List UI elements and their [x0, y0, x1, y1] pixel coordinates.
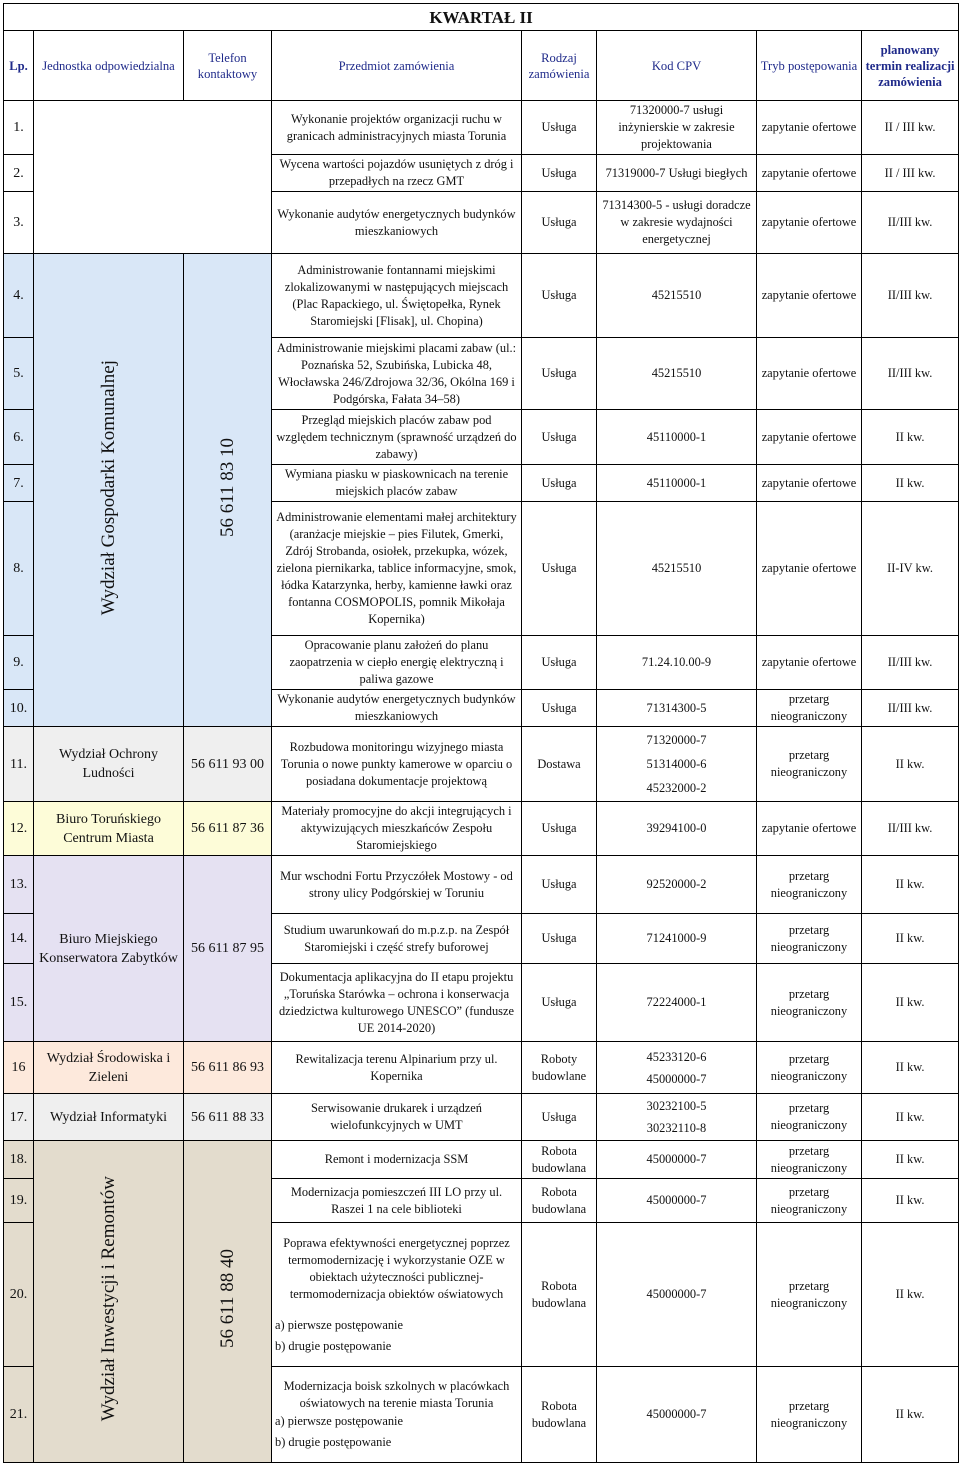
phone-cell-wsz: 56 611 86 93 — [184, 1042, 272, 1094]
row-cpv — [597, 727, 757, 802]
row-subject: Materiały promocyjne do akcji integrujących i aktywizujących mieszkańców Zespołu Staromiejskiego — [272, 802, 522, 856]
row-lp: 7. — [4, 465, 34, 502]
unit-label-wir: Wydział Inwestycji i Remontów — [98, 1176, 119, 1422]
quarter-title: KWARTAŁ II — [4, 4, 959, 31]
row-lp: 19. — [4, 1179, 34, 1223]
header-phone: Telefon kontaktowy — [184, 31, 272, 101]
row-mode: zapytanie ofertowe — [757, 636, 862, 690]
row-type: Usługa — [522, 410, 597, 465]
procurement-plan — [3, 3, 958, 1458]
row-mode: przetarg nieograniczony — [757, 1223, 862, 1367]
row-subject-main: Poprawa efektywności energetycznej poprzez termomodernizację i wykorzystanie OZE w obiektach użyteczności publicznej-termomodernizacja obiektów oświatowych — [283, 1235, 510, 1301]
row-mode: przetarg nieograniczony — [757, 1367, 862, 1463]
table-row — [4, 727, 959, 802]
unit-cell-wi: Wydział Informatyki — [34, 1094, 184, 1141]
row-mode: przetarg nieograniczony — [757, 1141, 862, 1179]
row-cpv: 71241000-9 — [597, 914, 757, 964]
row-type: Usługa — [522, 1094, 597, 1141]
row-term: II kw. — [862, 727, 959, 802]
unit-cell-empty — [34, 101, 272, 254]
row-lp: 1. — [4, 101, 34, 155]
row-subject-sub: a) pierwsze postępowanie — [275, 1317, 403, 1332]
row-mode: przetarg nieograniczony — [757, 727, 862, 802]
row-lp: 5. — [4, 338, 34, 410]
row-lp: 12. — [4, 802, 34, 856]
header-term: planowany termin realizacji zamówienia — [862, 31, 959, 101]
table-row — [4, 1042, 959, 1094]
row-subject: Opracowanie planu założeń do planu zaopatrzenia w ciepło energię elektryczną i paliwa gazowe — [272, 636, 522, 690]
row-type: Usługa — [522, 914, 597, 964]
cpv-code: 30232100-5 — [646, 1099, 707, 1113]
unit-cell-wir — [34, 1141, 184, 1463]
row-type: Usługa — [522, 502, 597, 636]
row-term: II/III kw. — [862, 802, 959, 856]
row-subject: Administrowanie fontannami miejskimi zlokalizowanymi w następujących miejscach (Plac Rapackiego, ul. Świętopełka, Rynek Staromiejski [Flisak], ul. Chopina) — [272, 254, 522, 338]
row-term: II kw. — [862, 410, 959, 465]
row-type: Usługa — [522, 964, 597, 1042]
row-type: Robota budowlana — [522, 1179, 597, 1223]
unit-cell-wsz: Wydział Środowiska i Zieleni — [34, 1042, 184, 1094]
row-subject: Rozbudowa monitoringu wizyjnego miasta Torunia o nowe punkty kamerowe w oparciu o posiadana dokumentacje projektową — [272, 727, 522, 802]
row-type: Roboty budowlane — [522, 1042, 597, 1094]
row-cpv: 71319000-7 Usługi biegłych — [597, 155, 757, 192]
cpv-code: 45233120-6 — [646, 1049, 707, 1064]
table-row — [4, 802, 959, 856]
row-lp: 3. — [4, 192, 34, 254]
header-cpv: Kod CPV — [597, 31, 757, 101]
header-subject: Przedmiot zamówienia — [272, 31, 522, 101]
row-cpv: 72224000-1 — [597, 964, 757, 1042]
unit-cell-btcm: Biuro Toruńskiego Centrum Miasta — [34, 802, 184, 856]
row-cpv: 45215510 — [597, 254, 757, 338]
row-subject: Studium uwarunkowań do m.p.z.p. na Zespół Staromiejski i część strefy buforowej — [272, 914, 522, 964]
row-cpv — [597, 1042, 757, 1094]
row-mode: przetarg nieograniczony — [757, 856, 862, 914]
row-cpv: 71314300-5 - usługi doradcze w zakresie wydajności energetycznej — [597, 192, 757, 254]
row-lp: 6. — [4, 410, 34, 465]
header-mode: Tryb postępowania — [757, 31, 862, 101]
row-subject-main: Modernizacja boisk szkolnych w placówkach oświatowych na terenie miasta Torunia — [283, 1379, 510, 1410]
row-term: II kw. — [862, 1179, 959, 1223]
phone-cell-bmkz: 56 611 87 95 — [184, 856, 272, 1042]
row-subject: Modernizacja pomieszczeń III LO przy ul. Raszei 1 na cele biblioteki — [272, 1179, 522, 1223]
table-row — [4, 254, 959, 338]
table-row — [4, 856, 959, 914]
row-term: II/III kw. — [862, 690, 959, 727]
row-lp: 13. — [4, 856, 34, 914]
row-mode: zapytanie ofertowe — [757, 802, 862, 856]
row-type: Dostawa — [522, 727, 597, 802]
row-term: II / III kw. — [862, 101, 959, 155]
row-term: II/III kw. — [862, 636, 959, 690]
cpv-code: 71320000-7 — [646, 733, 707, 747]
row-mode: zapytanie ofertowe — [757, 338, 862, 410]
row-mode: przetarg nieograniczony — [757, 1042, 862, 1094]
row-cpv: 92520000-2 — [597, 856, 757, 914]
row-cpv: 45215510 — [597, 338, 757, 410]
phone-cell-wi: 56 611 88 33 — [184, 1094, 272, 1141]
row-mode: zapytanie ofertowe — [757, 410, 862, 465]
row-lp: 16 — [4, 1042, 34, 1094]
row-lp: 2. — [4, 155, 34, 192]
unit-cell-wgk — [34, 254, 184, 727]
row-cpv: 45000000-7 — [597, 1367, 757, 1463]
row-mode: przetarg nieograniczony — [757, 964, 862, 1042]
row-subject: Mur wschodni Fortu Przyczółek Mostowy - od strony ulicy Podgórskiej w Toruniu — [272, 856, 522, 914]
phone-cell-wol: 56 611 93 00 — [184, 727, 272, 802]
table-row — [4, 1141, 959, 1179]
row-subject: Administrowanie elementami małej architektury (aranżacje miejskie – pies Filutek, Gmerki, Zdrój Strobanda, osiołek, przekupka, wózek, zielona piernikarka, tablice informacyjne, smok, łódka Katarzynka, herby, kamienne ławki oraz fontanna COSMOPOLIS, pomnik Mikołaja Kopernika) — [272, 502, 522, 636]
row-term: II-IV kw. — [862, 502, 959, 636]
row-cpv: 39294100-0 — [597, 802, 757, 856]
row-cpv: 71320000-7 usługi inżynierskie w zakresie projektowania — [597, 101, 757, 155]
row-term: II / III kw. — [862, 155, 959, 192]
row-cpv: 45000000-7 — [597, 1223, 757, 1367]
unit-cell-bmkz: Biuro Miejskiego Konserwatora Zabytków — [34, 856, 184, 1042]
table-row — [4, 101, 959, 155]
row-lp: 11. — [4, 727, 34, 802]
row-lp: 20. — [4, 1223, 34, 1367]
phone-cell-wgk — [184, 254, 272, 727]
row-subject: Wykonanie audytów energetycznych budynków mieszkaniowych — [272, 690, 522, 727]
row-lp: 14. — [4, 914, 34, 964]
row-lp: 8. — [4, 502, 34, 636]
row-mode: zapytanie ofertowe — [757, 155, 862, 192]
row-cpv: 71.24.10.00-9 — [597, 636, 757, 690]
row-subject-sub: a) pierwsze postępowanie — [275, 1414, 403, 1428]
row-term: II kw. — [862, 1094, 959, 1141]
header-type: Rodzaj zamówienia — [522, 31, 597, 101]
row-subject: Wykonanie audytów energetycznych budynków mieszkaniowych — [272, 192, 522, 254]
row-mode: przetarg nieograniczony — [757, 914, 862, 964]
row-type: Usługa — [522, 802, 597, 856]
row-subject-sub: b) drugie postępowanie — [275, 1435, 392, 1449]
row-term: II kw. — [862, 465, 959, 502]
row-lp: 15. — [4, 964, 34, 1042]
row-type: Usługa — [522, 690, 597, 727]
row-lp: 21. — [4, 1367, 34, 1463]
row-subject: Przegląd miejskich placów zabaw pod względem technicznym (sprawność urządzeń do zabawy) — [272, 410, 522, 465]
row-type: Robota budowlana — [522, 1141, 597, 1179]
phone-cell-wir — [184, 1141, 272, 1463]
unit-cell-wol: Wydział Ochrony Ludności — [34, 727, 184, 802]
row-type: Usługa — [522, 254, 597, 338]
row-type: Usługa — [522, 101, 597, 155]
row-lp: 4. — [4, 254, 34, 338]
row-subject: Dokumentacja aplikacyjna do II etapu projektu „Toruńska Starówka – ochrona i konserwacja dziedzictwa kulturowego UNESCO” (fundusze UE 2014-2020) — [272, 964, 522, 1042]
row-subject: Wycena wartości pojazdów usuniętych z dróg i przepadłych na rzecz GMT — [272, 155, 522, 192]
row-mode: przetarg nieograniczony — [757, 1179, 862, 1223]
phone-label-wir: 56 611 88 40 — [217, 1249, 238, 1349]
row-type: Usługa — [522, 856, 597, 914]
row-term: II kw. — [862, 914, 959, 964]
row-term: II kw. — [862, 856, 959, 914]
row-subject — [272, 1223, 522, 1367]
row-subject-sub: b) drugie postępowanie — [275, 1338, 392, 1353]
row-subject: Wykonanie projektów organizacji ruchu w granicach administracyjnych miasta Torunia — [272, 101, 522, 155]
row-subject: Remont i modernizacja SSM — [272, 1141, 522, 1179]
row-cpv: 45110000-1 — [597, 465, 757, 502]
row-lp: 17. — [4, 1094, 34, 1141]
row-mode: zapytanie ofertowe — [757, 465, 862, 502]
row-type: Usługa — [522, 338, 597, 410]
row-subject — [272, 1367, 522, 1463]
row-cpv: 71314300-5 — [597, 690, 757, 727]
row-type: Usługa — [522, 465, 597, 502]
row-term: II kw. — [862, 1223, 959, 1367]
cpv-code: 45232000-2 — [646, 781, 707, 795]
cpv-code: 30232110-8 — [646, 1121, 707, 1135]
row-cpv: 45215510 — [597, 502, 757, 636]
row-cpv — [597, 1094, 757, 1141]
cpv-code: 45000000-7 — [646, 1071, 707, 1086]
header-row — [4, 31, 959, 101]
row-term: II kw. — [862, 1367, 959, 1463]
header-lp: Lp. — [4, 31, 34, 101]
row-subject: Administrowanie miejskimi placami zabaw (ul.: Poznańska 52, Szubińska, Lubicka 48, Włocławska 246/Zdrojowa 32/36, Okólna 169 i Podgórska, Fałata 34–58) — [272, 338, 522, 410]
row-type: Robota budowlana — [522, 1223, 597, 1367]
row-lp: 10. — [4, 690, 34, 727]
unit-label-wgk: Wydział Gospodarki Komunalnej — [98, 359, 119, 616]
row-mode: zapytanie ofertowe — [757, 502, 862, 636]
row-type: Usługa — [522, 192, 597, 254]
row-mode: przetarg nieograniczony — [757, 1094, 862, 1141]
row-subject: Wymiana piasku w piaskownicach na terenie miejskich placów zabaw — [272, 465, 522, 502]
row-mode: zapytanie ofertowe — [757, 254, 862, 338]
row-type: Robota budowlana — [522, 1367, 597, 1463]
row-subject: Rewitalizacja terenu Alpinarium przy ul. Kopernika — [272, 1042, 522, 1094]
row-term: II kw. — [862, 964, 959, 1042]
row-term: II kw. — [862, 1042, 959, 1094]
phone-cell-btcm: 56 611 87 36 — [184, 802, 272, 856]
row-type: Usługa — [522, 636, 597, 690]
row-term: II/III kw. — [862, 192, 959, 254]
row-term: II/III kw. — [862, 254, 959, 338]
row-lp: 18. — [4, 1141, 34, 1179]
row-mode: zapytanie ofertowe — [757, 101, 862, 155]
row-cpv: 45110000-1 — [597, 410, 757, 465]
row-lp: 9. — [4, 636, 34, 690]
row-mode: przetarg nieograniczony — [757, 690, 862, 727]
procurement-table — [3, 3, 959, 1463]
table-row — [4, 1094, 959, 1141]
row-cpv: 45000000-7 — [597, 1141, 757, 1179]
header-unit: Jednostka odpowiedzialna — [34, 31, 184, 101]
row-type: Usługa — [522, 155, 597, 192]
cpv-code: 51314000-6 — [646, 757, 707, 771]
row-subject: Serwisowanie drukarek i urządzeń wielofunkcyjnych w UMT — [272, 1094, 522, 1141]
row-mode: zapytanie ofertowe — [757, 192, 862, 254]
row-term: II kw. — [862, 1141, 959, 1179]
phone-label-wgk: 56 611 83 10 — [217, 437, 238, 538]
row-term: II/III kw. — [862, 338, 959, 410]
row-cpv: 45000000-7 — [597, 1179, 757, 1223]
